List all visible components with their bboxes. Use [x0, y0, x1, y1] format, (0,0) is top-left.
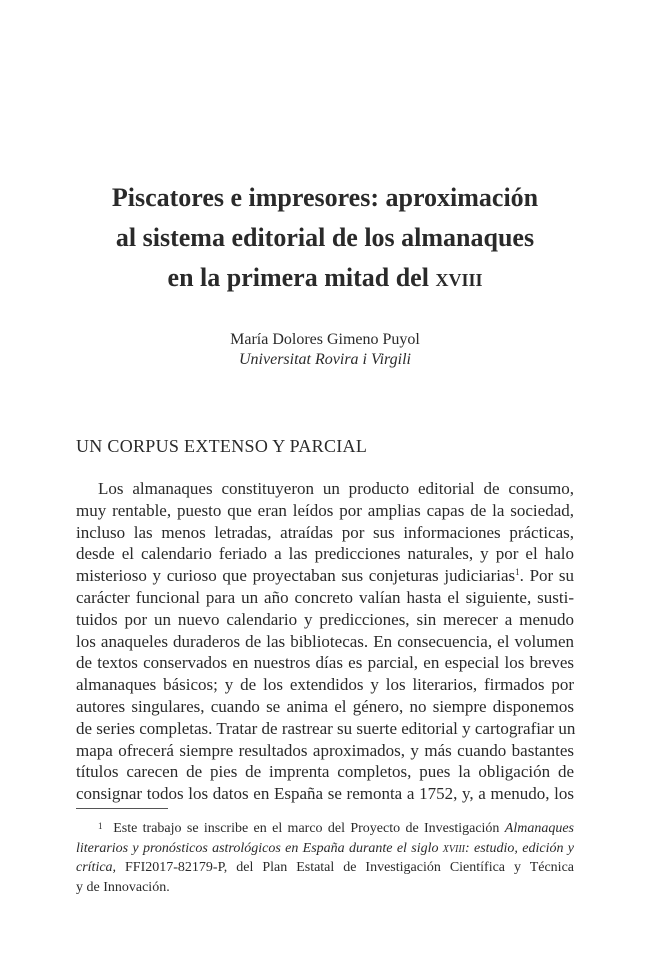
body-line: Los almanaques constituyeron un producto editorial de consumo,	[98, 479, 574, 498]
footnote-text: Este trabajo se inscribe en el marco del Proyecto de Investigación	[113, 821, 505, 836]
body-line: de series completas. Tratar de rastrear su suerte editorial y cartografiar un	[76, 718, 576, 738]
footnote-number: 1	[98, 821, 103, 831]
title-line-3	[60, 258, 590, 298]
body-line-text: misterioso y curioso que proyectaban sus conjeturas judiciarias	[76, 566, 516, 586]
body-line: almanaques básicos; y de los extendidos y los literarios, firmados por	[76, 675, 574, 695]
body-line: desde el calendario feriado a las predicciones naturales, y por el halo	[76, 544, 574, 564]
body-line: títulos carecen de pies de imprenta completos, pues la obligación de	[76, 762, 574, 782]
body-line-with-footnote	[76, 565, 574, 587]
body-line: de textos conservados en nuestros días es parcial, en especial los breves	[76, 653, 574, 673]
footnote-project-title: Almanaques	[504, 821, 574, 836]
body-line: mapa ofrecerá siempre resultados aproximados, y más cuando bastantes	[76, 740, 574, 760]
body-line: tuidos por un nuevo calendario y predicciones, sin merecer a menudo	[76, 609, 574, 629]
footnote	[76, 819, 574, 897]
body-line: autores singulares, cuando se anima el género, no siempre disponemos	[76, 696, 574, 716]
footnote-text: FFI2017-82179-P, del Plan Estatal de Investigación Científica y Técnica	[116, 860, 574, 875]
footnote-project-title: crítica,	[76, 860, 117, 875]
body-line: incluso las menos letradas, atraídas por sus informaciones prácticas,	[76, 522, 574, 542]
body-line-tail: . Por su	[519, 566, 574, 586]
footnote-line: y de Innovación.	[76, 879, 170, 895]
author-name: María Dolores Gimeno Puyol	[230, 331, 420, 348]
title-century: xviii	[435, 263, 483, 292]
section-heading: UN CORPUS EXTENSO Y PARCIAL	[76, 436, 368, 456]
title-line-3-text: en la primera mitad del	[167, 263, 436, 292]
body-line: consignar todos los datos en España se remonta a 1752, y, a menudo, los	[76, 784, 574, 804]
title-line-1: Piscatores e impresores: aproximación	[111, 183, 539, 212]
body-line: carácter funcional para un año concreto valían hasta el siguiente, susti-	[76, 587, 574, 607]
footnote-line	[76, 839, 574, 859]
footnote-century: xviii	[442, 840, 466, 856]
footnote-reference[interactable]: 1	[515, 567, 520, 578]
author-affiliation: Universitat Rovira i Virgili	[239, 351, 411, 368]
footnote-separator	[76, 808, 168, 809]
footnote-line	[76, 858, 574, 878]
article-title	[60, 178, 590, 298]
body-line: los anaqueles duraderos de las bibliotecas. En consecuencia, el volumen	[76, 631, 574, 651]
footnote-line	[76, 819, 574, 839]
footnote-project-title: literarios y pronósticos astrológicos en España durante el siglo	[76, 840, 443, 856]
body-text	[76, 478, 574, 805]
title-line-2: al sistema editorial de los almanaques	[115, 223, 535, 252]
body-line: muy rentable, puesto que eran leídos por amplias capas de la sociedad,	[76, 500, 574, 520]
footnote-project-title: : estudio, edición y	[465, 840, 574, 856]
